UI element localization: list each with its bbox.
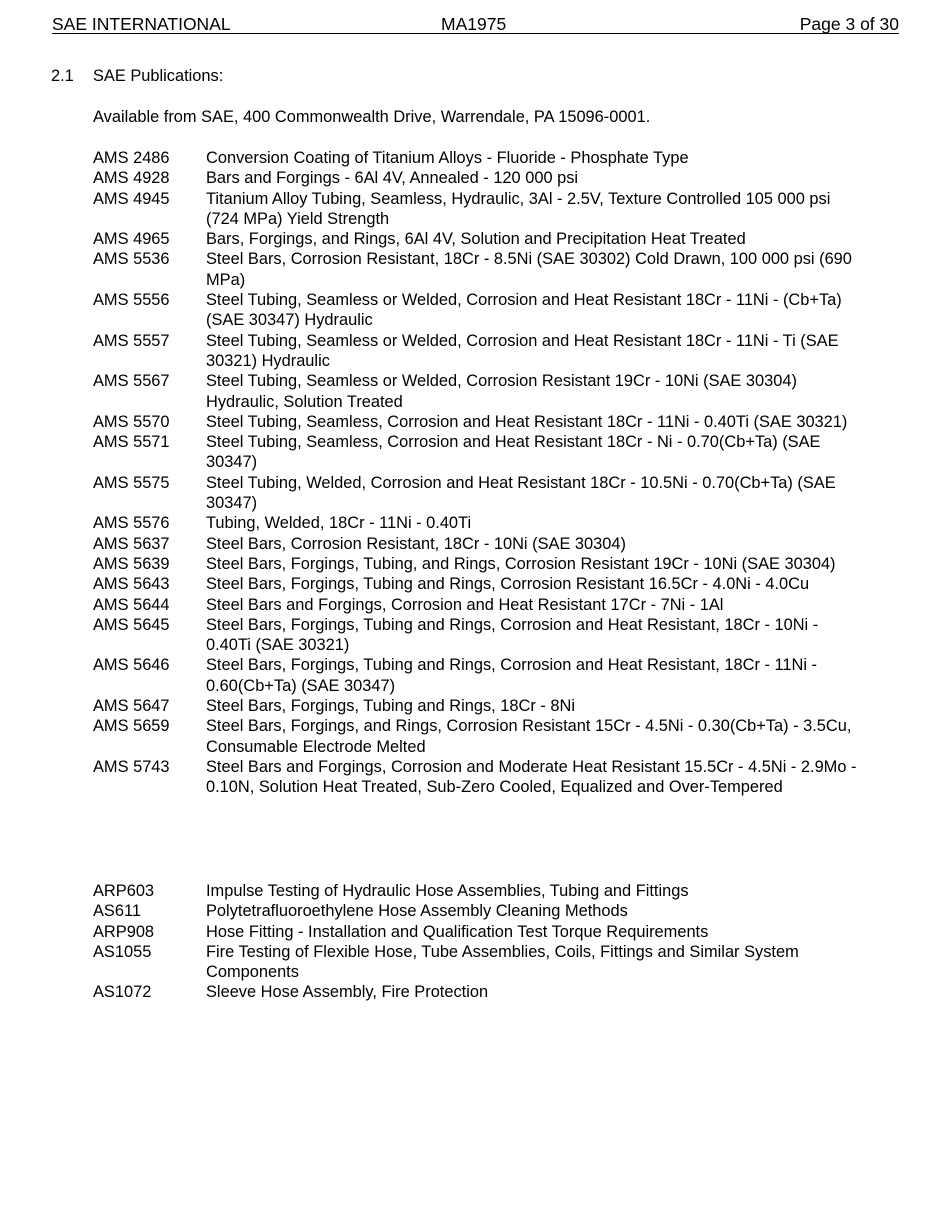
- reference-code: AMS 5637: [93, 534, 170, 553]
- reference-row: [93, 574, 863, 594]
- reference-row: [93, 901, 863, 921]
- reference-row: [93, 432, 863, 473]
- reference-title: Steel Bars, Forgings, Tubing and Rings, Corrosion and Heat Resistant, 18Cr - 11Ni - 0.60(Cb+Ta) (SAE 30347): [206, 656, 817, 695]
- reference-title: Steel Bars, Forgings, Tubing and Rings, 18Cr - 8Ni: [206, 697, 575, 716]
- reference-row: [93, 148, 863, 168]
- reference-code: AMS 5659: [93, 717, 170, 736]
- reference-row: [93, 290, 863, 331]
- reference-title: Titanium Alloy Tubing, Seamless, Hydraulic, 3Al - 2.5V, Texture Controlled 105 000 psi (724 MPa) Yield Strength: [206, 189, 831, 228]
- reference-code: AMS 5643: [93, 575, 170, 594]
- reference-title: Steel Tubing, Seamless or Welded, Corrosion and Heat Resistant 18Cr - 11Ni - Ti (SAE 30321) Hydraulic: [206, 331, 839, 370]
- reference-row: [93, 331, 863, 372]
- reference-code: AMS 5645: [93, 615, 170, 634]
- reference-title: Steel Bars and Forgings, Corrosion and Heat Resistant 17Cr - 7Ni - 1Al: [206, 595, 724, 614]
- reference-code: AS611: [93, 902, 141, 921]
- reference-title: Steel Bars, Forgings, Tubing and Rings, Corrosion and Heat Resistant, 18Cr - 10Ni - 0.40Ti (SAE 30321): [206, 615, 819, 655]
- reference-row: [93, 922, 863, 942]
- reference-title: Steel Tubing, Seamless or Welded, Corrosion Resistant 19Cr - 10Ni (SAE 30304) Hydraulic, Solution Treated: [206, 372, 797, 411]
- reference-title: Steel Tubing, Seamless, Corrosion and Heat Resistant 18Cr - Ni - 0.70(Cb+Ta) (SAE 30347): [206, 433, 821, 472]
- reference-row: [93, 595, 863, 615]
- reference-row: [93, 942, 863, 983]
- reference-code: AMS 4965: [93, 230, 170, 249]
- page-header: [52, 11, 899, 34]
- reference-title: Steel Tubing, Welded, Corrosion and Heat Resistant 18Cr - 10.5Ni - 0.70(Cb+Ta) (SAE 30347): [206, 473, 836, 513]
- reference-row: [93, 534, 863, 554]
- reference-title: Steel Bars, Forgings, Tubing, and Rings, Corrosion Resistant 19Cr - 10Ni (SAE 30304): [206, 554, 836, 573]
- reference-code: AMS 4928: [93, 169, 170, 188]
- reference-row: [93, 229, 863, 249]
- header-org: SAE INTERNATIONAL: [52, 14, 231, 34]
- reference-code: ARP603: [93, 882, 155, 900]
- reference-code: AMS 5575: [93, 473, 170, 492]
- reference-title: Tubing, Welded, 18Cr - 11Ni - 0.40Ti: [206, 514, 472, 533]
- reference-code: AMS 5644: [93, 595, 170, 614]
- reference-row: [93, 716, 863, 757]
- reference-code: AMS 5646: [93, 656, 170, 675]
- reference-title: Sleeve Hose Assembly, Fire Protection: [206, 983, 489, 1002]
- reference-code: AMS 5576: [93, 514, 170, 533]
- reference-title: Impulse Testing of Hydraulic Hose Assemblies, Tubing and Fittings: [206, 882, 689, 900]
- reference-title: Steel Bars, Forgings, Tubing and Rings, Corrosion Resistant 16.5Cr - 4.0Ni - 4.0Cu: [206, 575, 810, 594]
- reference-row: [93, 757, 863, 798]
- reference-code: AMS 5570: [93, 412, 170, 431]
- reference-code: AMS 5639: [93, 554, 170, 573]
- reference-row: [93, 473, 863, 514]
- section-number: 2.1: [51, 67, 74, 85]
- reference-row: [93, 615, 863, 656]
- reference-code: AMS 5571: [93, 433, 170, 452]
- availability-note: Available from SAE, 400 Commonwealth Drive, Warrendale, PA 15096-0001.: [93, 108, 651, 126]
- reference-row: [93, 168, 863, 188]
- reference-title: Bars, Forgings, and Rings, 6Al 4V, Solution and Precipitation Heat Treated: [206, 230, 746, 249]
- reference-code: AMS 2486: [93, 149, 170, 167]
- header-page-number: Page 3 of 30: [799, 14, 899, 34]
- reference-row: [93, 412, 863, 432]
- reference-code: AMS 5567: [93, 372, 170, 391]
- section-title: SAE Publications:: [93, 67, 224, 85]
- reference-title: Steel Bars, Corrosion Resistant, 18Cr - 10Ni (SAE 30304): [206, 534, 626, 553]
- reference-row: [93, 189, 863, 230]
- reference-row: [93, 982, 863, 1002]
- reference-row: [93, 655, 863, 696]
- reference-code: AMS 5536: [93, 250, 170, 269]
- reference-code: AMS 5556: [93, 291, 170, 310]
- reference-title: Bars and Forgings - 6Al 4V, Annealed - 120 000 psi: [206, 169, 579, 188]
- reference-row: [93, 513, 863, 533]
- reference-code: AMS 5743: [93, 757, 170, 776]
- reference-title: Conversion Coating of Titanium Alloys - Fluoride - Phosphate Type: [206, 149, 689, 167]
- reference-row: [93, 881, 863, 901]
- ams-reference-list: [93, 148, 863, 798]
- reference-title: Polytetrafluoroethylene Hose Assembly Cleaning Methods: [206, 902, 628, 921]
- reference-code: AS1072: [93, 983, 152, 1002]
- reference-code: AMS 5647: [93, 697, 170, 716]
- reference-row: [93, 249, 863, 290]
- header-doc-number: MA1975: [441, 14, 507, 34]
- reference-title: Steel Tubing, Seamless, Corrosion and Heat Resistant 18Cr - 11Ni - 0.40Ti (SAE 30321): [206, 412, 848, 431]
- reference-title: Steel Bars, Corrosion Resistant, 18Cr - 8.5Ni (SAE 30302) Cold Drawn, 100 000 psi (690 MPa): [206, 250, 852, 289]
- arp-reference-list: [93, 881, 863, 1003]
- reference-code: AMS 5557: [93, 331, 170, 350]
- reference-row: [93, 554, 863, 574]
- reference-title: Steel Tubing, Seamless or Welded, Corrosion and Heat Resistant 18Cr - 11Ni - (Cb+Ta) (SAE 30347) Hydraulic: [206, 291, 842, 330]
- reference-code: AS1055: [93, 942, 152, 961]
- reference-title: Steel Bars and Forgings, Corrosion and Moderate Heat Resistant 15.5Cr - 4.5Ni - 2.9Mo - 0.10N, Solution Heat Treated, Sub-Zero Cooled, Equalized and Over-Tempered: [206, 757, 857, 797]
- reference-title: Steel Bars, Forgings, and Rings, Corrosion Resistant 15Cr - 4.5Ni - 0.30(Cb+Ta) - 3.5Cu, Consumable Electrode Melted: [206, 717, 852, 756]
- reference-title: Fire Testing of Flexible Hose, Tube Assemblies, Coils, Fittings and Similar System Components: [206, 942, 799, 982]
- reference-code: ARP908: [93, 922, 155, 941]
- reference-title: Hose Fitting - Installation and Qualification Test Torque Requirements: [206, 922, 709, 941]
- reference-row: [93, 696, 863, 716]
- reference-row: [93, 371, 863, 412]
- reference-code: AMS 4945: [93, 189, 170, 208]
